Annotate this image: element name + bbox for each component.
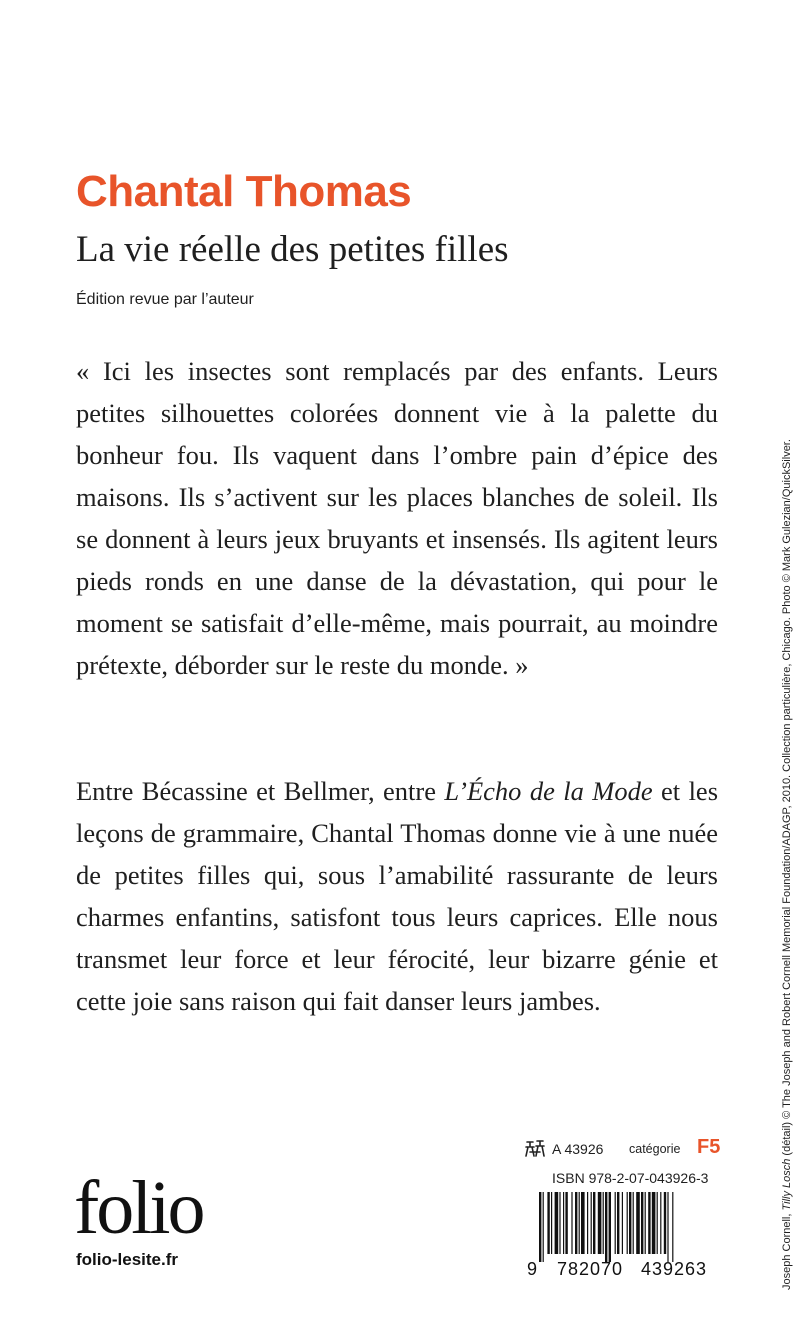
barcode-bar [555,1192,559,1254]
barcode-bar [667,1192,668,1262]
edition-note: Édition revue par l’auteur [76,291,254,308]
blurb-magazine-title: L’Écho de la Mode [444,776,653,806]
barcode-bar [539,1192,541,1262]
isbn-number: ISBN 978-2-07-043926-3 [552,1170,709,1186]
barcode-bar [603,1192,604,1254]
barcode-bar [591,1192,592,1254]
barcode-bar [579,1192,580,1254]
publisher-website: folio-lesite.fr [76,1250,179,1269]
barcode-bar [571,1192,572,1254]
barcode-bar [629,1192,631,1254]
barcode-bar [615,1192,616,1254]
barcode-bar [547,1192,549,1254]
credit-artist: Joseph Cornell, [781,1210,793,1290]
barcode-bar [587,1192,588,1254]
barcode-bar [598,1192,602,1254]
barcode-bar [664,1192,666,1254]
barcode-bar [645,1192,646,1254]
barcode-digits-left: 782070 [556,1259,624,1278]
barcode-bar [565,1192,567,1254]
barcode-first-digit: 9 [527,1259,538,1278]
barcode-bar [575,1192,577,1254]
barcode-bar [543,1192,544,1262]
barcode-bar [657,1192,658,1254]
barcode-bar [563,1192,564,1254]
credit-rights: (détail) © The Joseph and Robert Cornell Memorial Foundation/ADAGP, 2010. Collection particulière, Chicago. Photo © Mark Gulezian/QuickSilver. [781,439,793,1159]
blurb-text-end: et les leçons de grammaire, Chantal Thomas donne vie à une nuée de petites filles qui, sous l’amabilité rassurante de leurs charmes enfantins, satisfont tous leurs caprices. Elle nous transmet leur force et leur férocité, leur bizarre génie et cette joie sans raison qui fait danser leurs jambes. [76,776,719,1016]
barcode-bar [641,1192,643,1254]
credit-artwork-title: Tilly Losch [781,1158,793,1211]
barcode-bar [605,1192,607,1262]
barcode-bar [559,1192,560,1254]
barcode-bar [581,1192,585,1254]
barcode-bar [622,1192,623,1254]
blurb-text-start: Entre Bécassine et Bellmer, entre [76,776,445,806]
barcode-bar [636,1192,640,1254]
barcode [526,1192,722,1278]
catalog-number: A 43926 [552,1141,604,1157]
barcode-digits-right: 439263 [640,1259,708,1278]
publisher-emblem-icon [524,1138,546,1160]
category-code: F5 [697,1136,721,1158]
blurb-paragraph [76,770,718,1022]
barcode-bar [609,1192,611,1262]
barcode-bar [593,1192,595,1254]
barcode-bar [617,1192,619,1254]
image-credit [782,439,793,1290]
barcode-bar [672,1192,673,1262]
folio-logo: folio [74,1166,203,1250]
barcode-bars [539,1192,673,1262]
catalog-line [524,1138,720,1162]
barcode-bar [648,1192,650,1254]
quote-paragraph: « Ici les insectes sont remplacés par des enfants. Leurs petites silhouettes colorées donnent vie à la palette du bonheur fou. Ils vaquent dans l’ombre pain d’épice des maisons. Ils s’activent sur les places blanches de soleil. Ils se donnent à leurs jeux bruyants et insensés. Ils agitent leurs pieds ronds en une danse de la dévastation, qui pour le moment se satisfait d’elle-même, mais pourrait, au moindre prétexte, déborder sur le reste du monde. » [76,356,718,680]
author-name: Chantal Thomas [76,167,412,216]
barcode-bar [633,1192,634,1254]
barcode-bar [660,1192,661,1254]
category-label: catégorie [629,1142,681,1156]
barcode-bar [652,1192,656,1254]
barcode-bar [551,1192,552,1254]
book-title: La vie réelle des petites filles [76,229,509,270]
barcode-bar [627,1192,628,1254]
